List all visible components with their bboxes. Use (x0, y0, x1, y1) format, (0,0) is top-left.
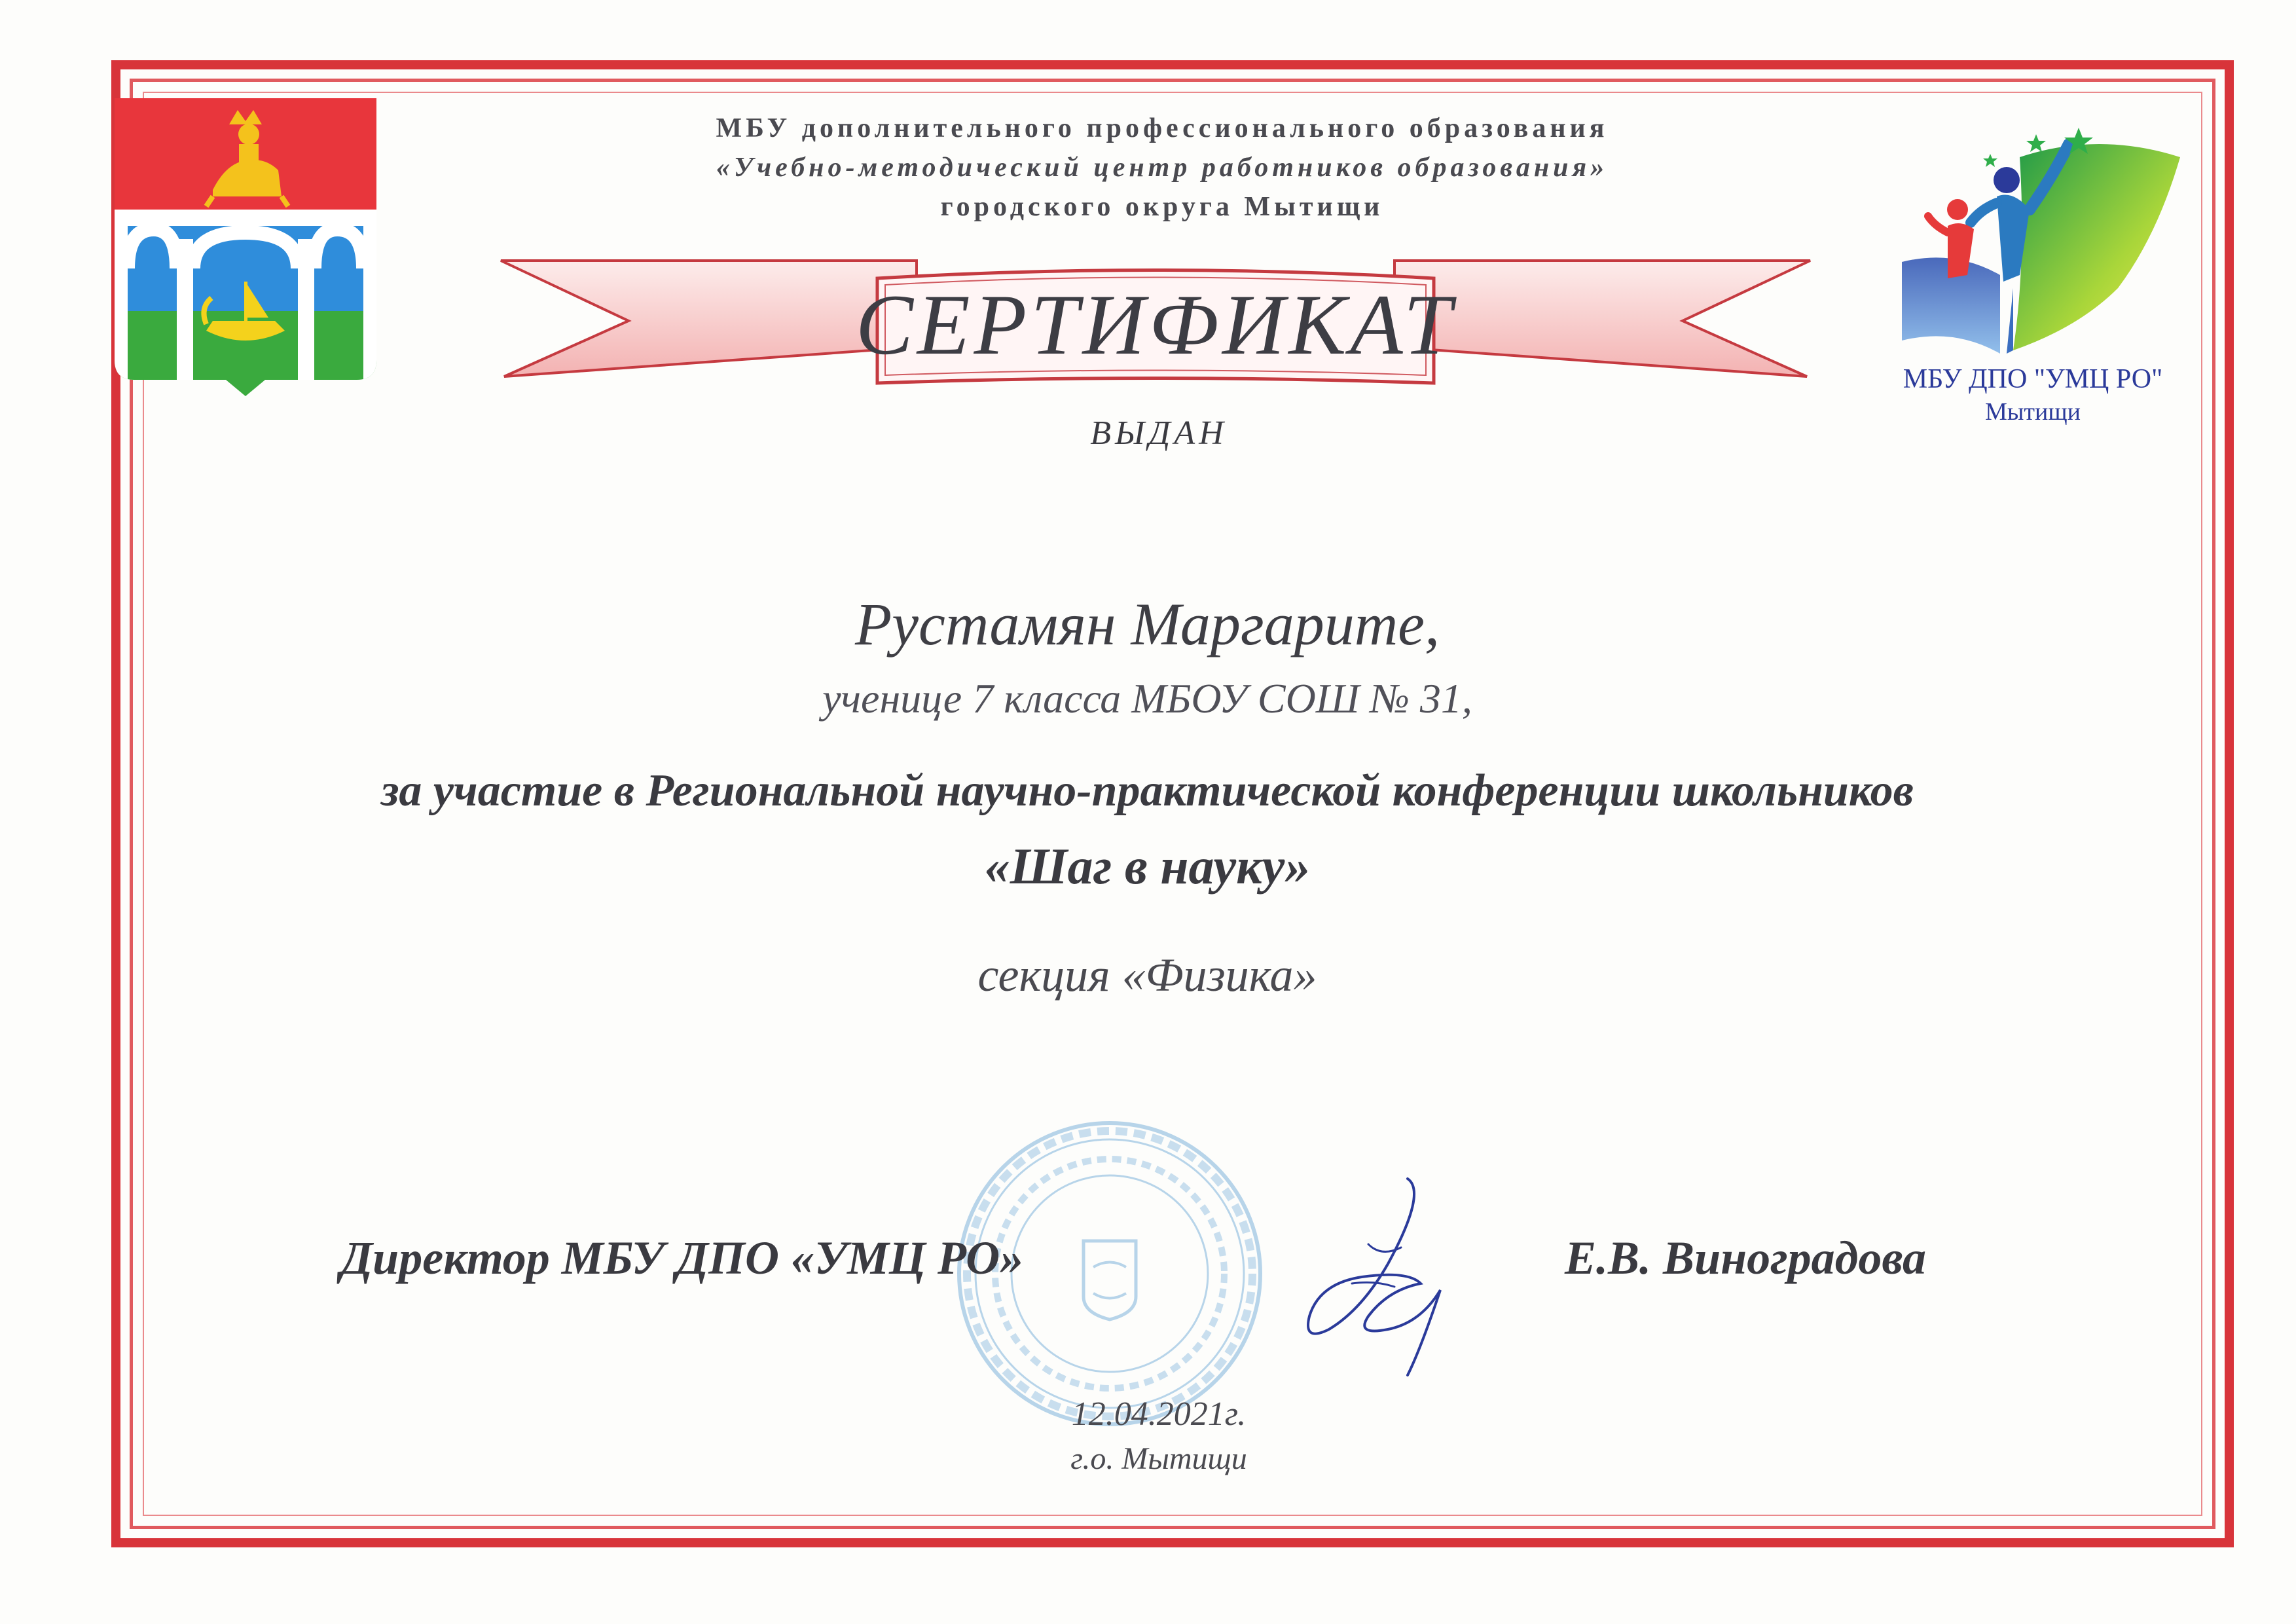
umc-ro-logo-icon (1882, 118, 2190, 360)
recipient-name: Рустамян Маргарите, (854, 591, 1440, 657)
award-reason: за участие в Региональной научно-практической конференции школьников (381, 766, 1914, 816)
logo-caption-city: Мытищи (1985, 398, 2081, 426)
conference-name: «Шаг в науку» (984, 838, 1311, 895)
director-position: Директор МБУ ДПО «УМЦ РО» (340, 1232, 1024, 1284)
title-ribbon (498, 249, 1813, 406)
recipient-info: ученице 7 класса МБОУ СОШ № 31, (822, 675, 1472, 722)
issue-city: г.о. Мытищи (1070, 1441, 1247, 1476)
mytishchi-coat-of-arms-icon (115, 98, 376, 396)
director-signature-icon (1290, 1166, 1460, 1382)
organization-line-2: «Учебно-методический центр работников образования» (716, 153, 1609, 183)
organization-line-3: городского округа Мытищи (940, 192, 1384, 222)
section-name: секция «Физика» (977, 949, 1317, 1001)
certificate-title: СЕРТИФИКАТ (855, 276, 1456, 373)
issued-label: ВЫДАН (1090, 415, 1228, 452)
director-name: Е.В. Виноградова (1565, 1232, 1927, 1284)
organization-line-1: МБУ дополнительного профессионального образования (716, 113, 1609, 143)
issue-date: 12.04.2021г. (1071, 1395, 1247, 1433)
logo-caption: МБУ ДПО "УМЦ РО" (1903, 364, 2163, 394)
